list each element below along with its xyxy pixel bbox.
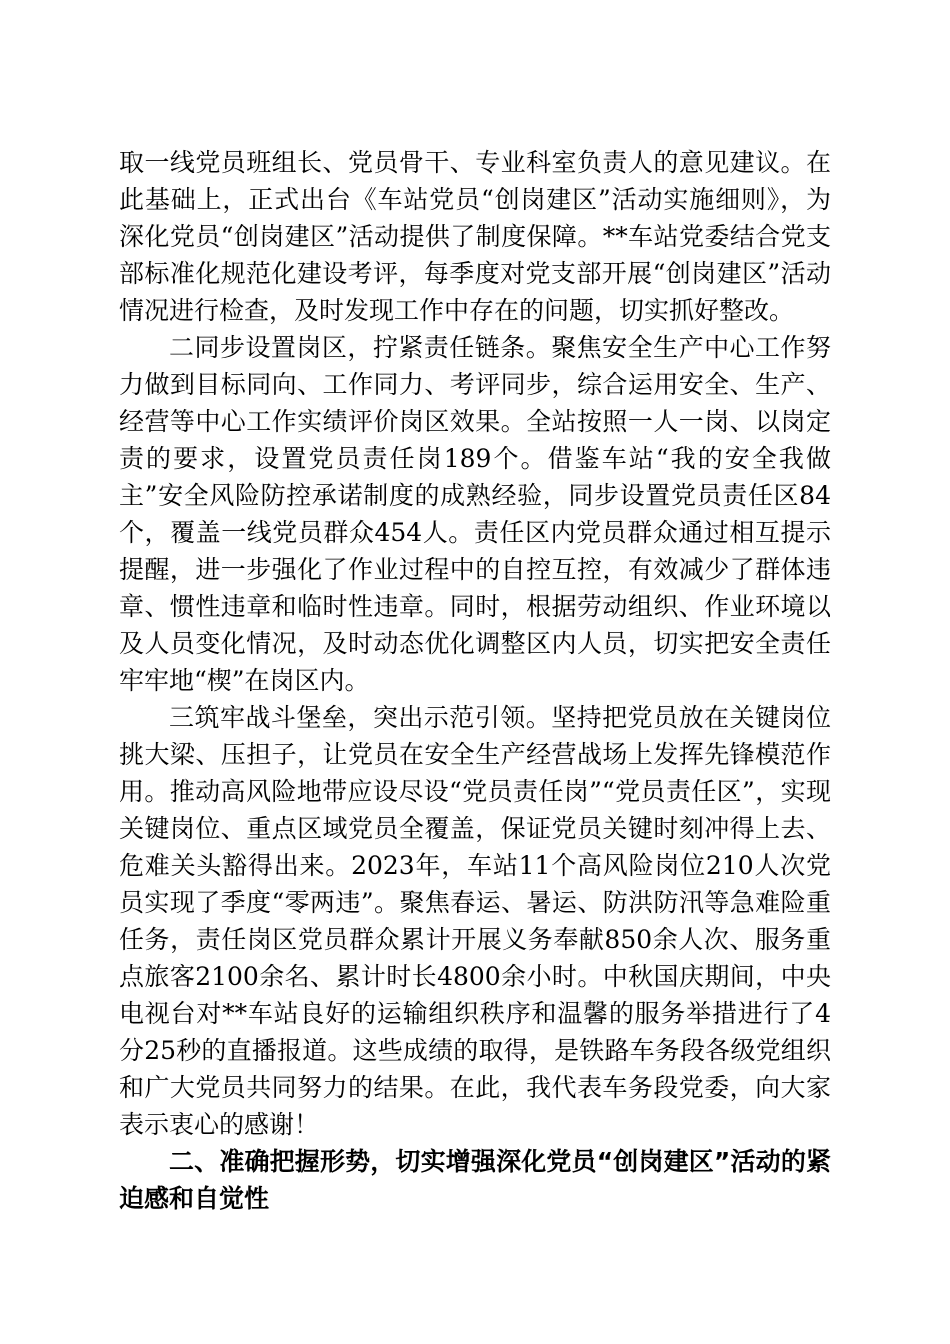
paragraph-fortress: 三筑牢战斗堡垒，突出示范引领。坚持把党员放在关键岗位挑大梁、压担子，让党员在安全生产经营战场上发挥先锋模范作用。推动高风险地带应设尽设“党员责任岗”“党员责任区”，实现关键岗位、重点区域党员全覆盖，保证党员关键时刻冲得上去、危难关头豁得出来。2023年，车站11个高风险岗位210人次党员实现了季度“零两违”。聚焦春运、暑运、防洪防汛等急难险重任务，责任岗区党员群众累计开展义务奉献850余人次、服务重点旅客2100余名、累计时长4800余小时。中秋国庆期间，中央电视台对**车站良好的运输组织秩序和温馨的服务举措进行了4分25秒的直播报道。这些成绩的取得，是铁路车务段各级党组织和广大党员共同努力的结果。在此，我代表车务段党委，向大家表示衷心的感谢！ <box>119 703 831 1139</box>
paragraph-continuation: 取一线党员班组长、党员骨干、专业科室负责人的意见建议。在此基础上，正式出台《车站党员“创岗建区”活动实施细则》，为深化党员“创岗建区”活动提供了制度保障。**车站党委结合党支部标准化规范化建设考评，每季度对党支部开展“创岗建区”活动情况进行检查，及时发现工作中存在的问题，切实抓好整改。 <box>119 148 831 325</box>
section-heading: 二、准确把握形势，切实增强深化党员“创岗建区”活动的紧迫感和自觉性 <box>119 1147 831 1213</box>
paragraph-sync-posts: 二同步设置岗区，拧紧责任链条。聚焦安全生产中心工作努力做到目标同向、工作同力、考评同步，综合运用安全、生产、经营等中心工作实绩评价岗区效果。全站按照一人一岗、以岗定责的要求，设置党员责任岗189个。借鉴车站“我的安全我做主”安全风险防控承诺制度的成熟经验，同步设置党员责任区84个，覆盖一线党员群众454人。责任区内党员群众通过相互提示提醒，进一步强化了作业过程中的自控互控，有效减少了群体违章、惯性违章和临时性违章。同时，根据劳动组织、作业环境以及人员变化情况，及时动态优化调整区内人员，切实把安全责任牢牢地“楔”在岗区内。 <box>119 333 831 695</box>
document-body <box>119 144 831 1217</box>
